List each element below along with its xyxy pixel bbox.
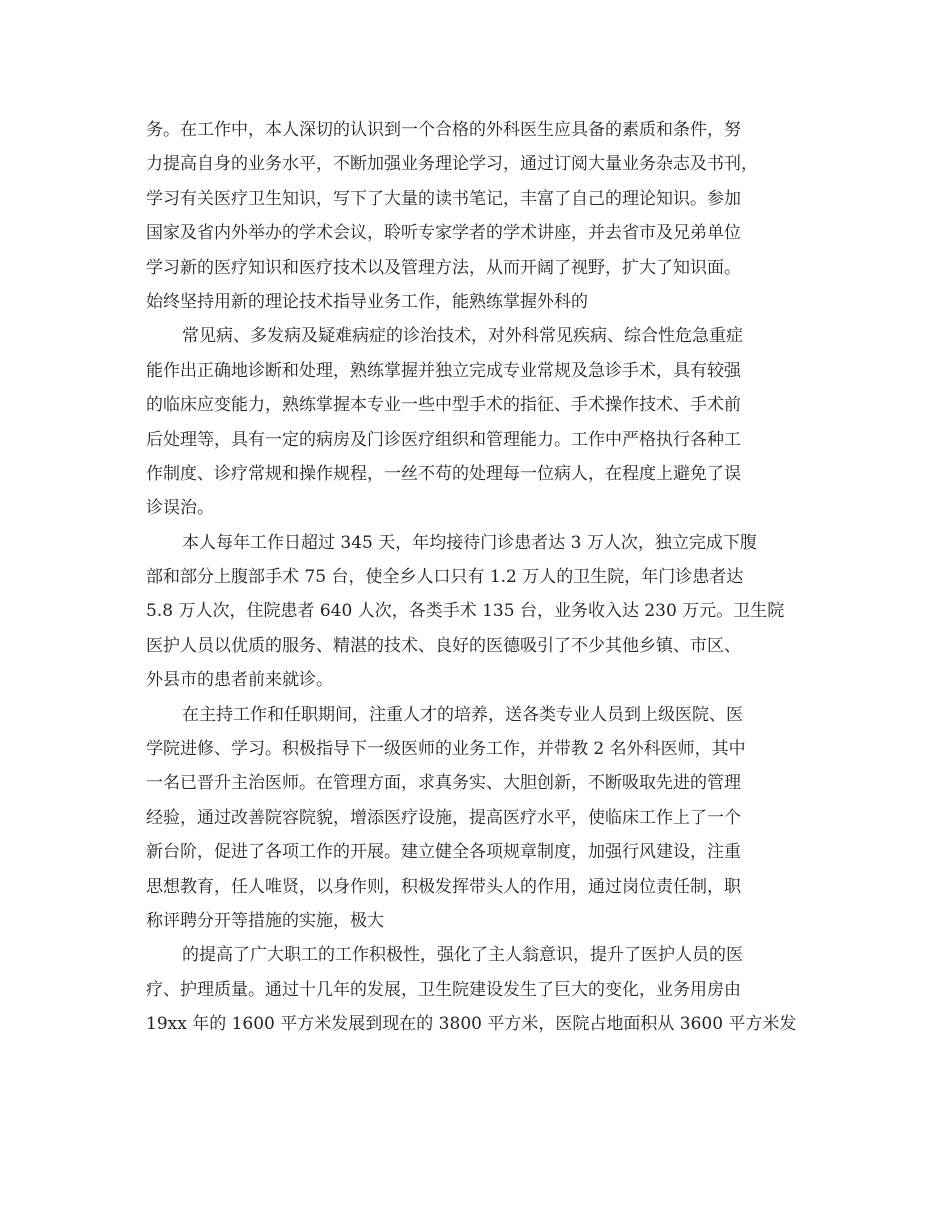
- text-line: 后处理等，具有一定的病房及门诊医疗组织和管理能力。工作中严格执行各种工: [146, 429, 741, 450]
- paragraph-start-line: 本人每年工作日超过 345 天，年均接待门诊患者达 3 万人次，独立完成下腹: [182, 532, 757, 553]
- text-line: 作制度、诊疗常规和操作规程，一丝不苟的处理每一位病人，在程度上避免了误: [146, 463, 741, 484]
- paragraph-start-line: 在主持工作和任职期间，注重人才的培养，送各类专业人员到上级医院、医: [182, 704, 743, 725]
- paragraph-start-line: 常见病、多发病及疑难病症的诊治技术，对外科常见疾病、综合性危急重症: [182, 326, 743, 347]
- text-line: 部和部分上腹部手术 75 台，使全乡人口只有 1.2 万人的卫生院，年门诊患者达: [146, 567, 744, 588]
- text-line: 疗、护理质量。通过十几年的发展，卫生院建设发生了巨大的变化，业务用房由: [146, 979, 741, 1000]
- text-line: 能作出正确地诊断和处理，熟练掌握并独立完成专业常规及急诊手术，具有较强: [146, 360, 741, 381]
- paragraph-start-line: 的提高了广大职工的工作积极性，强化了主人翁意识，提升了医护人员的医: [182, 945, 743, 966]
- text-line: 力提高自身的业务水平，不断加强业务理论学习，通过订阅大量业务杂志及书刊，: [146, 154, 758, 175]
- text-line: 务。在工作中，本人深切的认识到一个合格的外科医生应具备的素质和条件，努: [146, 120, 741, 140]
- text-line: 学院进修、学习。积极指导下一级医师的业务工作，并带教 2 名外科医师，其中: [146, 739, 746, 760]
- text-line: 5.8 万人次，住院患者 640 人次，各类手术 135 台，业务收入达 230 万元。卫生院: [146, 601, 785, 622]
- text-line: 始终坚持用新的理论技术指导业务工作，能熟练掌握外科的: [146, 291, 588, 312]
- text-line: 称评聘分开等措施的实施，极大: [146, 910, 384, 931]
- text-line: 一名已晋升主治医师。在管理方面，求真务实、大胆创新，不断吸取先进的管理: [146, 773, 741, 794]
- text-line: 的临床应变能力，熟练掌握本专业一些中型手术的指征、手术操作技术、手术前: [146, 395, 741, 416]
- text-line: 诊误治。: [146, 498, 214, 519]
- text-line: 学习有关医疗卫生知识，写下了大量的读书笔记，丰富了自己的理论知识。参加: [146, 188, 741, 209]
- text-line: 学习新的医疗知识和医疗技术以及管理方法，从而开阔了视野，扩大了知识面。: [146, 257, 741, 278]
- text-line: 思想教育，任人唯贤，以身作则，积极发挥带头人的作用，通过岗位责任制，职: [146, 876, 741, 897]
- text-line: 新台阶，促进了各项工作的开展。建立健全各项规章制度，加强行风建设，注重: [146, 842, 741, 863]
- text-line: 医护人员以优质的服务、精湛的技术、良好的医德吸引了不少其他乡镇、市区、: [146, 635, 741, 656]
- text-line: 外县市的患者前来就诊。: [146, 670, 333, 691]
- text-line: 经验，通过改善院容院貌，增添医疗设施，提高医疗水平，使临床工作上了一个: [146, 807, 741, 828]
- document-body: [146, 113, 806, 1042]
- text-line: 国家及省内外举办的学术会议，聆听专家学者的学术讲座，并去省市及兄弟单位: [146, 223, 741, 244]
- text-line: 19xx 年的 1600 平方米发展到现在的 3800 平方米，医院占地面积从 3600 平方米发: [146, 1014, 797, 1035]
